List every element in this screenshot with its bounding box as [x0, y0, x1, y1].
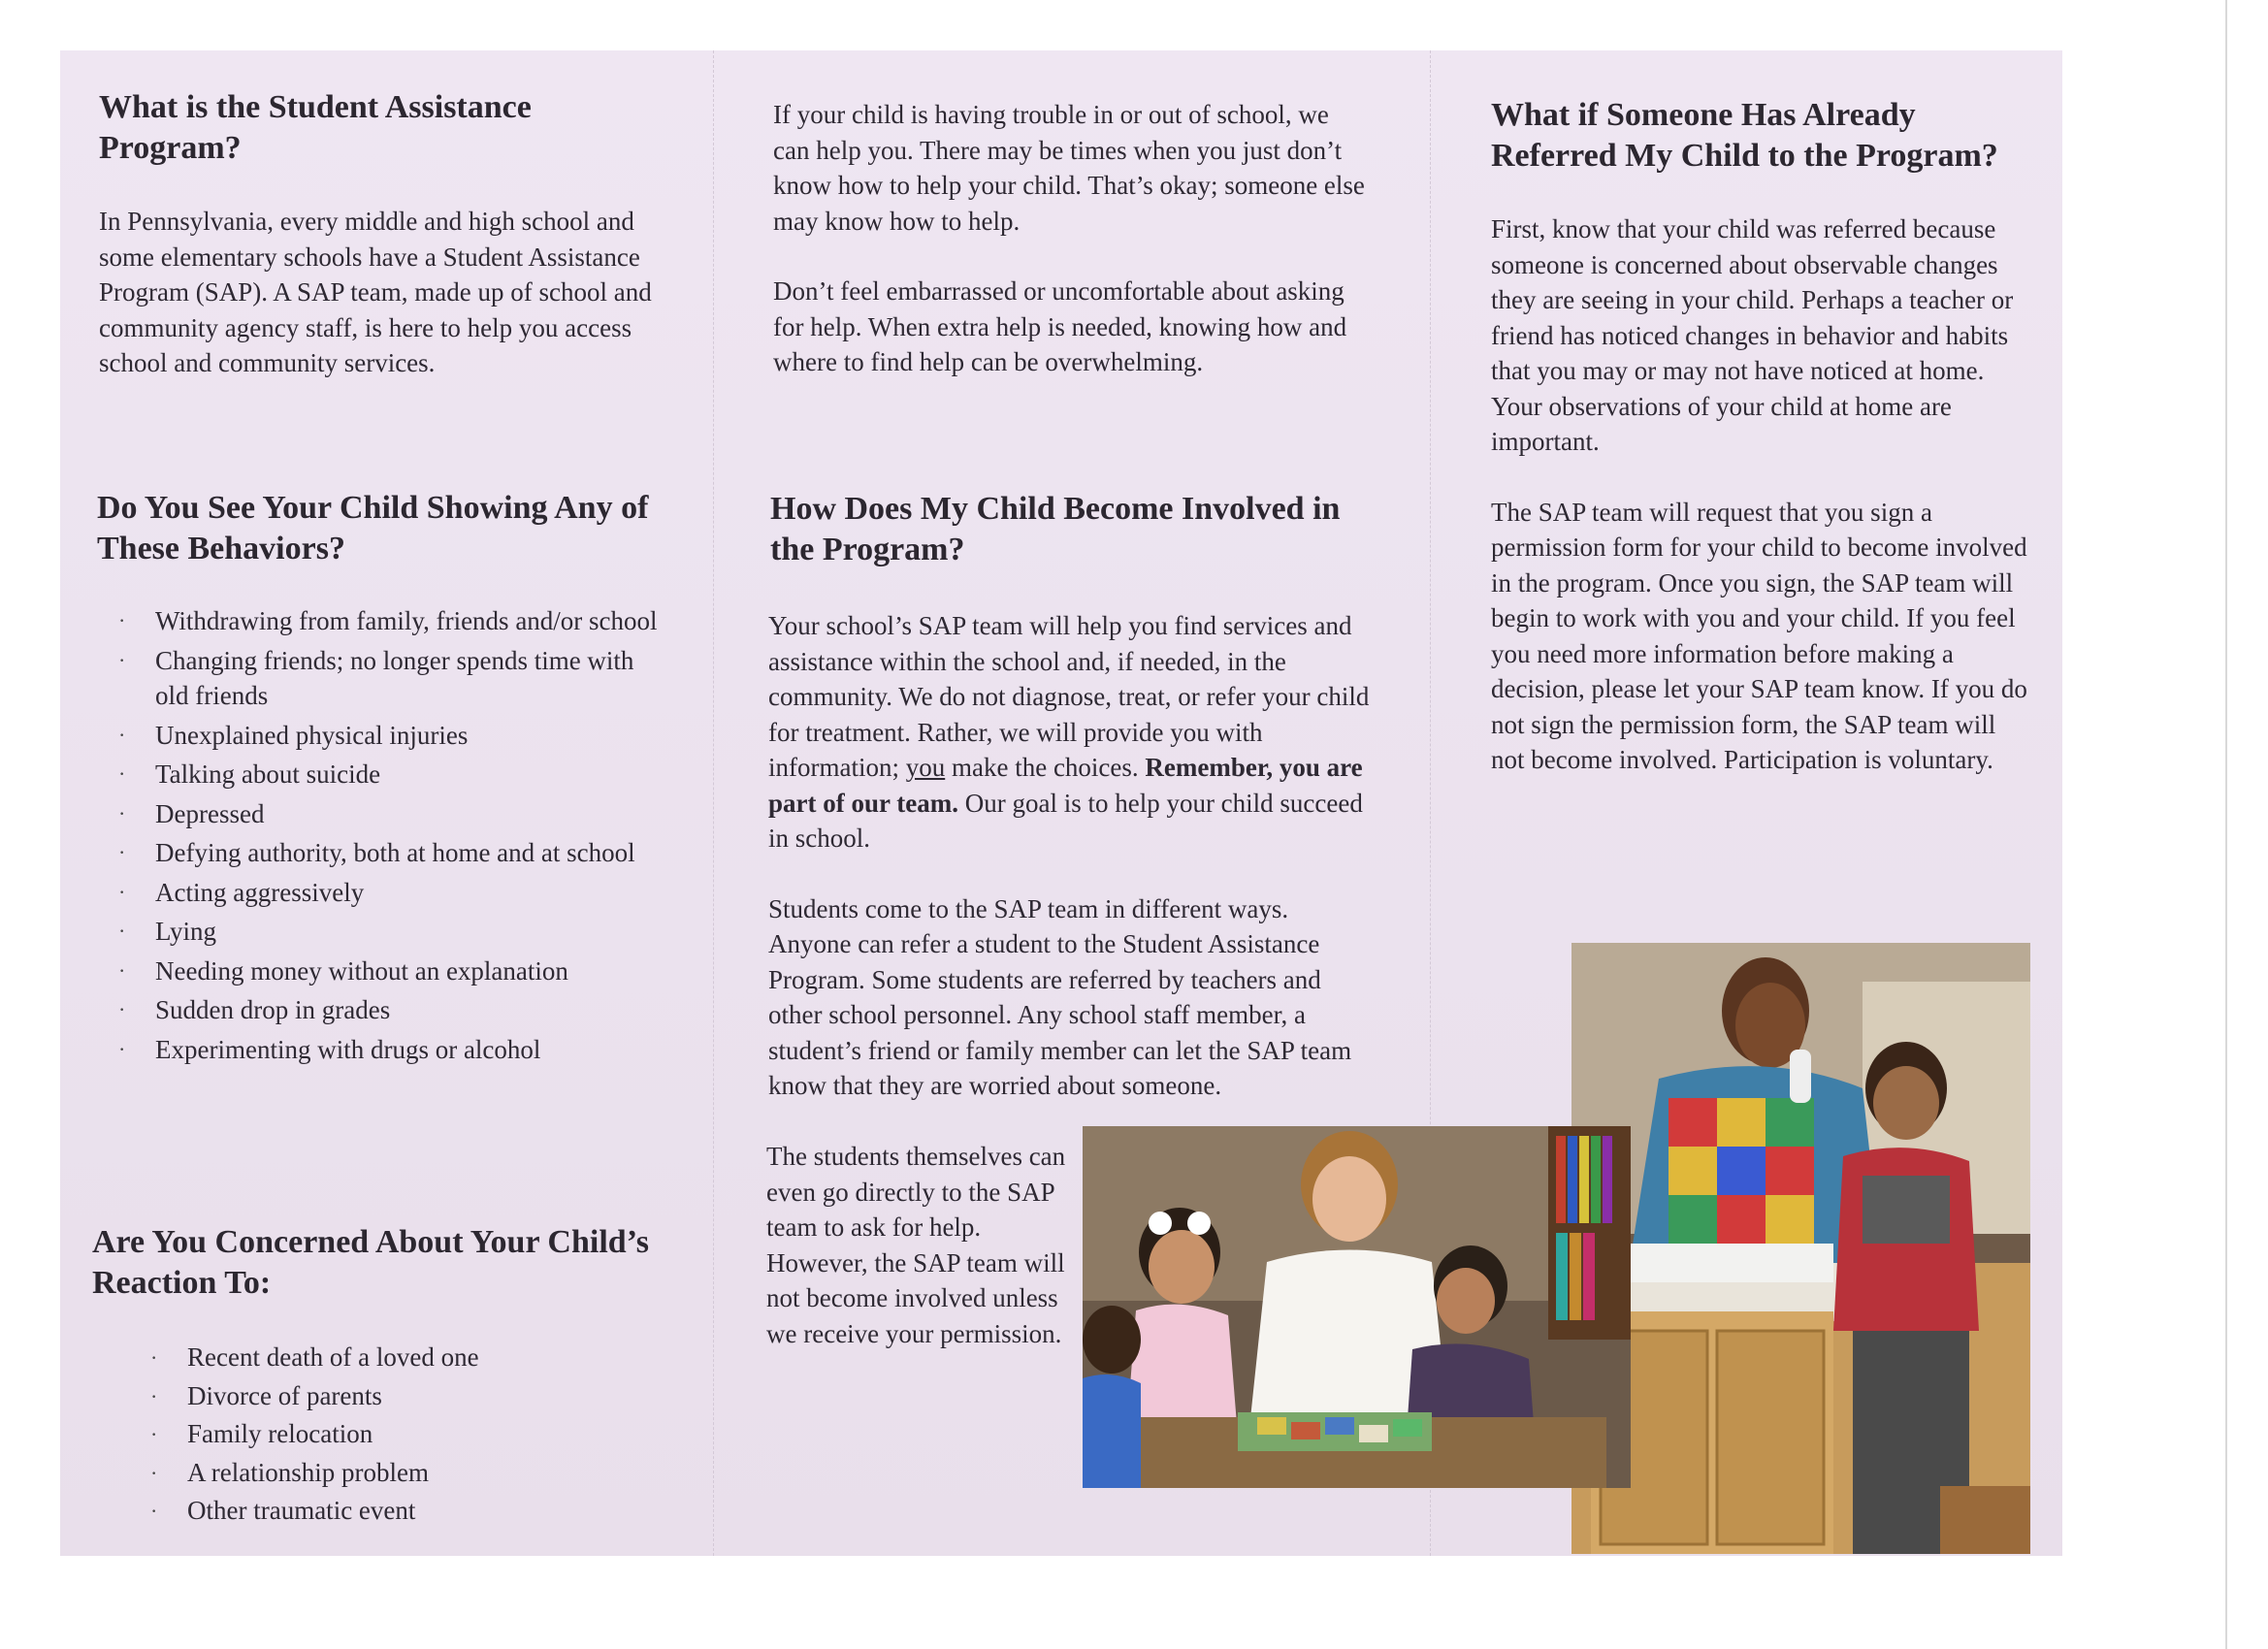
list-item: · A relationship problem [187, 1454, 672, 1493]
list-item: · Recent death of a loved one [187, 1339, 672, 1377]
left-column [99, 87, 681, 381]
text-segment: Your school’s SAP team will help you find services and assistance within the school and, if needed, in the community. We do not diagnose, treat, or refer your child for treatment. Rather, we will provide you with information; [768, 611, 1370, 782]
list-item: · Sudden drop in grades [155, 992, 669, 1028]
paragraph-referral-ways: Students come to the SAP team in different ways. Anyone can refer a student to the Student Assistance Program. Some students are referred by teachers and other school personnel. Any school staff member, a student’s friend or family member can let the SAP team know that they are worried about someone. [768, 893, 1352, 1100]
right-column [1491, 95, 2034, 778]
heading-already-referred: What if Someone Has Already Referred My Child to the Program? [1491, 97, 1998, 174]
scan-edge [2225, 0, 2227, 1649]
behaviors-list [155, 603, 669, 1067]
photo-mother-and-son [1571, 943, 2030, 1554]
list-item: · Unexplained physical injuries [155, 718, 669, 754]
reactions-list [187, 1339, 672, 1531]
list-item: · Other traumatic event [187, 1492, 672, 1531]
list-item: · Needing money without an explanation [155, 954, 669, 989]
underlined-you: you [905, 753, 946, 782]
list-item: · Lying [155, 914, 669, 950]
list-item: · Divorce of parents [187, 1377, 672, 1416]
paragraph-sap-intro: In Pennsylvania, every middle and high school and some elementary schools have a Student Assistance Program (SAP). A SAP team, made up of school and community agency staff, is here to help you access school and community services. [99, 207, 652, 377]
paragraph-help: If your child is having trouble in or out of school, we can help you. There may be times when you just don’t know how to help your child. That’s okay; someone else may know how to help. [773, 100, 1365, 236]
reactions-section [92, 1222, 674, 1304]
paragraph-permission: The SAP team will request that you sign a permission form for your child to become involved in the program. Once you sign, the SAP team will begin to work with you and your child. If you feel you need more information before making a decision, please let your SAP team know. If you do not sign the permission form, the SAP team will not become involved. Participation is voluntary. [1491, 497, 2027, 774]
list-item: · Family relocation [187, 1415, 672, 1454]
reactions-list-wrap [187, 1339, 672, 1531]
middle-column [773, 97, 1370, 380]
text-segment: Our goal is to help your child succeed in school. [768, 788, 1363, 853]
list-item: · Experimenting with drugs or alcohol [155, 1032, 669, 1068]
heading-what-is-sap: What is the Student Assistance Program? [99, 89, 532, 166]
involved-body [768, 608, 1375, 1104]
paragraph-self-referral: The students themselves can even go directly to the SAP team to ask for help. However, the SAP team will not become involved unless we receive your permission. [766, 1142, 1066, 1348]
list-item: · Changing friends; no longer spends time with old friends [155, 643, 669, 714]
paragraph-embarrassed: Don’t feel embarrassed or uncomfortable about asking for help. When extra help is needed, knowing how and where to find help can be overwhelming. [773, 276, 1347, 376]
paragraph-team-help [768, 608, 1375, 857]
behaviors-list-wrap [155, 603, 669, 1071]
paragraph-referral-reason: First, know that your child was referred because someone is concerned about observable changes they are seeing in your child. Perhaps a teacher or friend has noticed changes in behavior and habits that you may or may not have noticed at home. Your observations of your child at home are important. [1491, 214, 2014, 456]
fold-line-left [713, 50, 714, 1556]
photo-teacher-and-children [1083, 1126, 1631, 1488]
behaviors-section [97, 488, 679, 569]
list-item: · Acting aggressively [155, 875, 669, 911]
bold-team-statement: Remember, you are part of our team. [768, 753, 1363, 818]
self-referral-wrap [766, 1139, 1077, 1351]
list-item: · Depressed [155, 796, 669, 832]
list-item: · Withdrawing from family, friends and/or school [155, 603, 669, 639]
list-item: · Defying authority, both at home and at school [155, 835, 669, 871]
list-item: · Talking about suicide [155, 757, 669, 792]
heading-behaviors: Do You See Your Child Showing Any of These Behaviors? [97, 490, 649, 566]
heading-how-involved: How Does My Child Become Involved in the Program? [770, 491, 1341, 567]
text-segment: make the choices. [945, 753, 1146, 782]
involved-section [770, 489, 1352, 570]
heading-reactions: Are You Concerned About Your Child’s Reaction To: [92, 1224, 649, 1301]
